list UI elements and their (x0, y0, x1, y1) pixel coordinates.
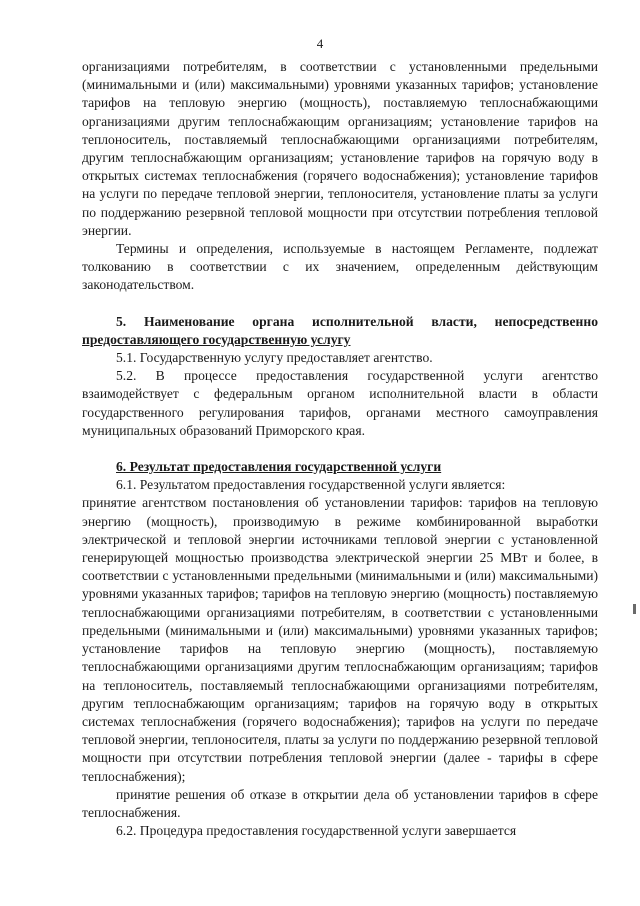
page-number: 4 (316, 36, 324, 51)
paragraph-6-2: 6.2. Процедура предоставления государственной услуги завершается (116, 823, 517, 839)
paragraph-5-1: 5.1. Государственную услугу предоставляет агентство. (116, 350, 433, 366)
section-5-heading-line2: предоставляющего государственную услугу (82, 331, 351, 347)
paragraph-6-1-result-b: принятие решения об отказе в открытии дела об установлении тарифов в сфере теплоснабжения. (82, 786, 598, 820)
section-5-heading-line1: 5. Наименование органа исполнительной власти, непосредственно (116, 313, 598, 329)
section-6-heading-text: 6. Результат предоставления государственной услуги (116, 459, 442, 475)
section-5-heading (82, 313, 598, 349)
section-6-heading (82, 458, 598, 476)
paragraph-6-1-result-a: принятие агентством постановления об установлении тарифов: тарифов на тепловую энергию (мощность), производимую в режиме комбинированной выработки электрической и тепловой энергии источниками тепловой энергии с установленной генерирующей мощностью производства электрической энергии 25 МВт и более, в соответствии с установленными предельными (минимальными и (или) максимальными) уровнями указанных тарифов; тарифов на тепловую энергию (мощность) поставляемую теплоснабжающими организациями потребителям, в соответствии с установленными предельными (минимальными и (или) максимальными) уровнями указанных тарифов; установление тарифов на тепловую энергию (мощность), поставляемую теплоснабжающими организациями другим теплоснабжающим организациям; тарифов на теплоноситель, поставляемый теплоснабжающими организациями потребителям, другим теплоснабжающим организациям; тарифов на горячую воду в открытых системах теплоснабжения (горячего водоснабжения); тарифов на услуги по передаче тепловой энергии, теплоносителя, платы за услуги по поддержанию резервной тепловой мощности при отсутствии потребления тепловой энергии (далее - тарифы в сфере теплоснабжения); (82, 495, 598, 784)
paragraph-6-1: 6.1. Результатом предоставления государственной услуги является: (116, 477, 506, 493)
paragraph-5-2: 5.2. В процессе предоставления государственной услуги агентство взаимодействует с федеральным органом исполнительной власти в области государственного регулирования тарифов, органами местного самоуправления муниципальных образований Приморского края. (82, 368, 598, 438)
scan-margin-mark (633, 604, 636, 614)
paragraph-terms: Термины и определения, используемые в настоящем Регламенте, подлежат толкованию в соответствии с их значением, определенным действующим законодательством. (82, 241, 598, 293)
paragraph-continuation: организациями потребителям, в соответствии с установленными предельными (минимальными и (или) максимальными) уровнями указанных тарифов; установление тарифов на тепловую энергию (мощность), поставляемую теплоснабжающими организациями другим теплоснабжающим организациям; установление тарифов на теплоноситель, поставляемый теплоснабжающими организациями потребителям, другим теплоснабжающим организациям; установление тарифов на горячую воду в открытых системах теплоснабжения (горячего водоснабжения); установление тарифов на услуги по передаче тепловой энергии, теплоносителя, установление платы за услуги по поддержанию резервной тепловой мощности при отсутствии потребления тепловой энергии. (82, 59, 598, 238)
document-body (82, 58, 598, 840)
